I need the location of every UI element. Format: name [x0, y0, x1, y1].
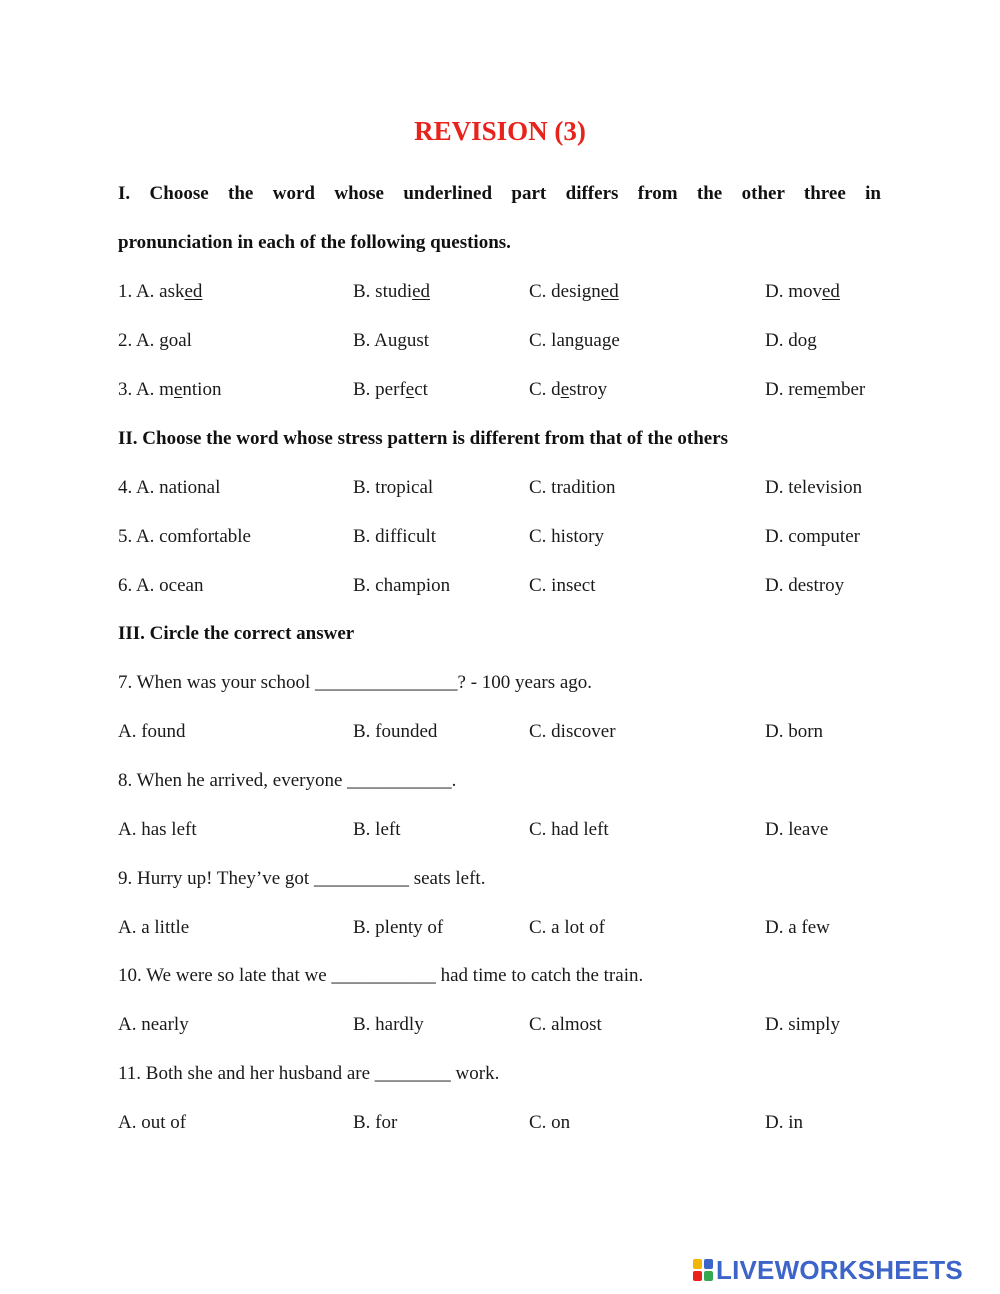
q7-option-a[interactable]: A. found [118, 721, 186, 742]
q1-option-a[interactable]: 1. A. asked [118, 281, 203, 302]
q2-option-c[interactable]: C. language [529, 330, 620, 351]
q11-option-b[interactable]: B. for [353, 1112, 398, 1133]
q9-option-c[interactable]: C. a lot of [529, 917, 605, 938]
section-3-instruction: III. Circle the correct answer [118, 623, 355, 644]
q6-option-b[interactable]: B. champion [353, 575, 451, 596]
q7-option-d[interactable]: D. born [765, 721, 824, 742]
q7-option-c[interactable]: C. discover [529, 721, 616, 742]
q1-option-b[interactable]: B. studied [353, 281, 431, 302]
q8-option-b[interactable]: B. left [353, 819, 401, 840]
q3-option-b[interactable]: B. perfect [353, 379, 428, 400]
q11-option-c[interactable]: C. on [529, 1112, 571, 1133]
q6-option-d[interactable]: D. destroy [765, 575, 845, 596]
q8-option-a[interactable]: A. has left [118, 819, 197, 840]
q10-option-a[interactable]: A. nearly [118, 1014, 189, 1035]
q5-option-b[interactable]: B. difficult [353, 526, 437, 547]
q10-option-d[interactable]: D. simply [765, 1014, 840, 1035]
q4-option-d[interactable]: D. television [765, 477, 863, 498]
q1-option-c[interactable]: C. designed [529, 281, 619, 302]
q6-option-c[interactable]: C. insect [529, 575, 596, 596]
question-11-stem: 11. Both she and her husband are ________ work. [118, 1063, 500, 1084]
q3-option-a[interactable]: 3. A. mention [118, 379, 222, 400]
q3-option-d[interactable]: D. remember [765, 379, 866, 400]
q10-option-c[interactable]: C. almost [529, 1014, 602, 1035]
q8-option-d[interactable]: D. leave [765, 819, 829, 840]
q9-option-a[interactable]: A. a little [118, 917, 190, 938]
q8-option-c[interactable]: C. had left [529, 819, 609, 840]
q5-option-a[interactable]: 5. A. comfortable [118, 526, 251, 547]
section-2-instruction: II. Choose the word whose stress pattern is different from that of the others [118, 428, 729, 449]
liveworksheets-logo[interactable] [693, 1256, 963, 1284]
section-1-instruction-line-1: I. Choose the word whose underlined part differs from the other three in [118, 183, 881, 204]
q2-option-d[interactable]: D. dog [765, 330, 817, 351]
q9-option-d[interactable]: D. a few [765, 917, 830, 938]
q1-option-d[interactable]: D. moved [765, 281, 840, 302]
q11-option-d[interactable]: D. in [765, 1112, 803, 1133]
q4-option-b[interactable]: B. tropical [353, 477, 434, 498]
q10-option-b[interactable]: B. hardly [353, 1014, 424, 1035]
q6-option-a[interactable]: 6. A. ocean [118, 575, 204, 596]
liveworksheets-logo-icon [693, 1259, 713, 1281]
q9-option-b[interactable]: B. plenty of [353, 917, 444, 938]
q4-option-a[interactable]: 4. A. national [118, 477, 221, 498]
liveworksheets-logo-text: LIVEWORKSHEETS [716, 1254, 963, 1285]
section-1-instruction-line-2: pronunciation in each of the following questions. [118, 232, 511, 253]
q2-option-a[interactable]: 2. A. goal [118, 330, 192, 351]
q5-option-d[interactable]: D. computer [765, 526, 860, 547]
question-10-stem: 10. We were so late that we ___________ had time to catch the train. [118, 965, 644, 986]
page-title: REVISION (3) [414, 116, 586, 146]
q3-option-c[interactable]: C. destroy [529, 379, 608, 400]
question-9-stem: 9. Hurry up! They’ve got __________ seats left. [118, 868, 486, 889]
question-8-stem: 8. When he arrived, everyone ___________. [118, 770, 457, 791]
q11-option-a[interactable]: A. out of [118, 1112, 187, 1133]
q7-option-b[interactable]: B. founded [353, 721, 438, 742]
q2-option-b[interactable]: B. August [353, 330, 430, 351]
q4-option-c[interactable]: C. tradition [529, 477, 616, 498]
q5-option-c[interactable]: C. history [529, 526, 604, 547]
question-7-stem: 7. When was your school _______________? - 100 years ago. [118, 672, 593, 693]
